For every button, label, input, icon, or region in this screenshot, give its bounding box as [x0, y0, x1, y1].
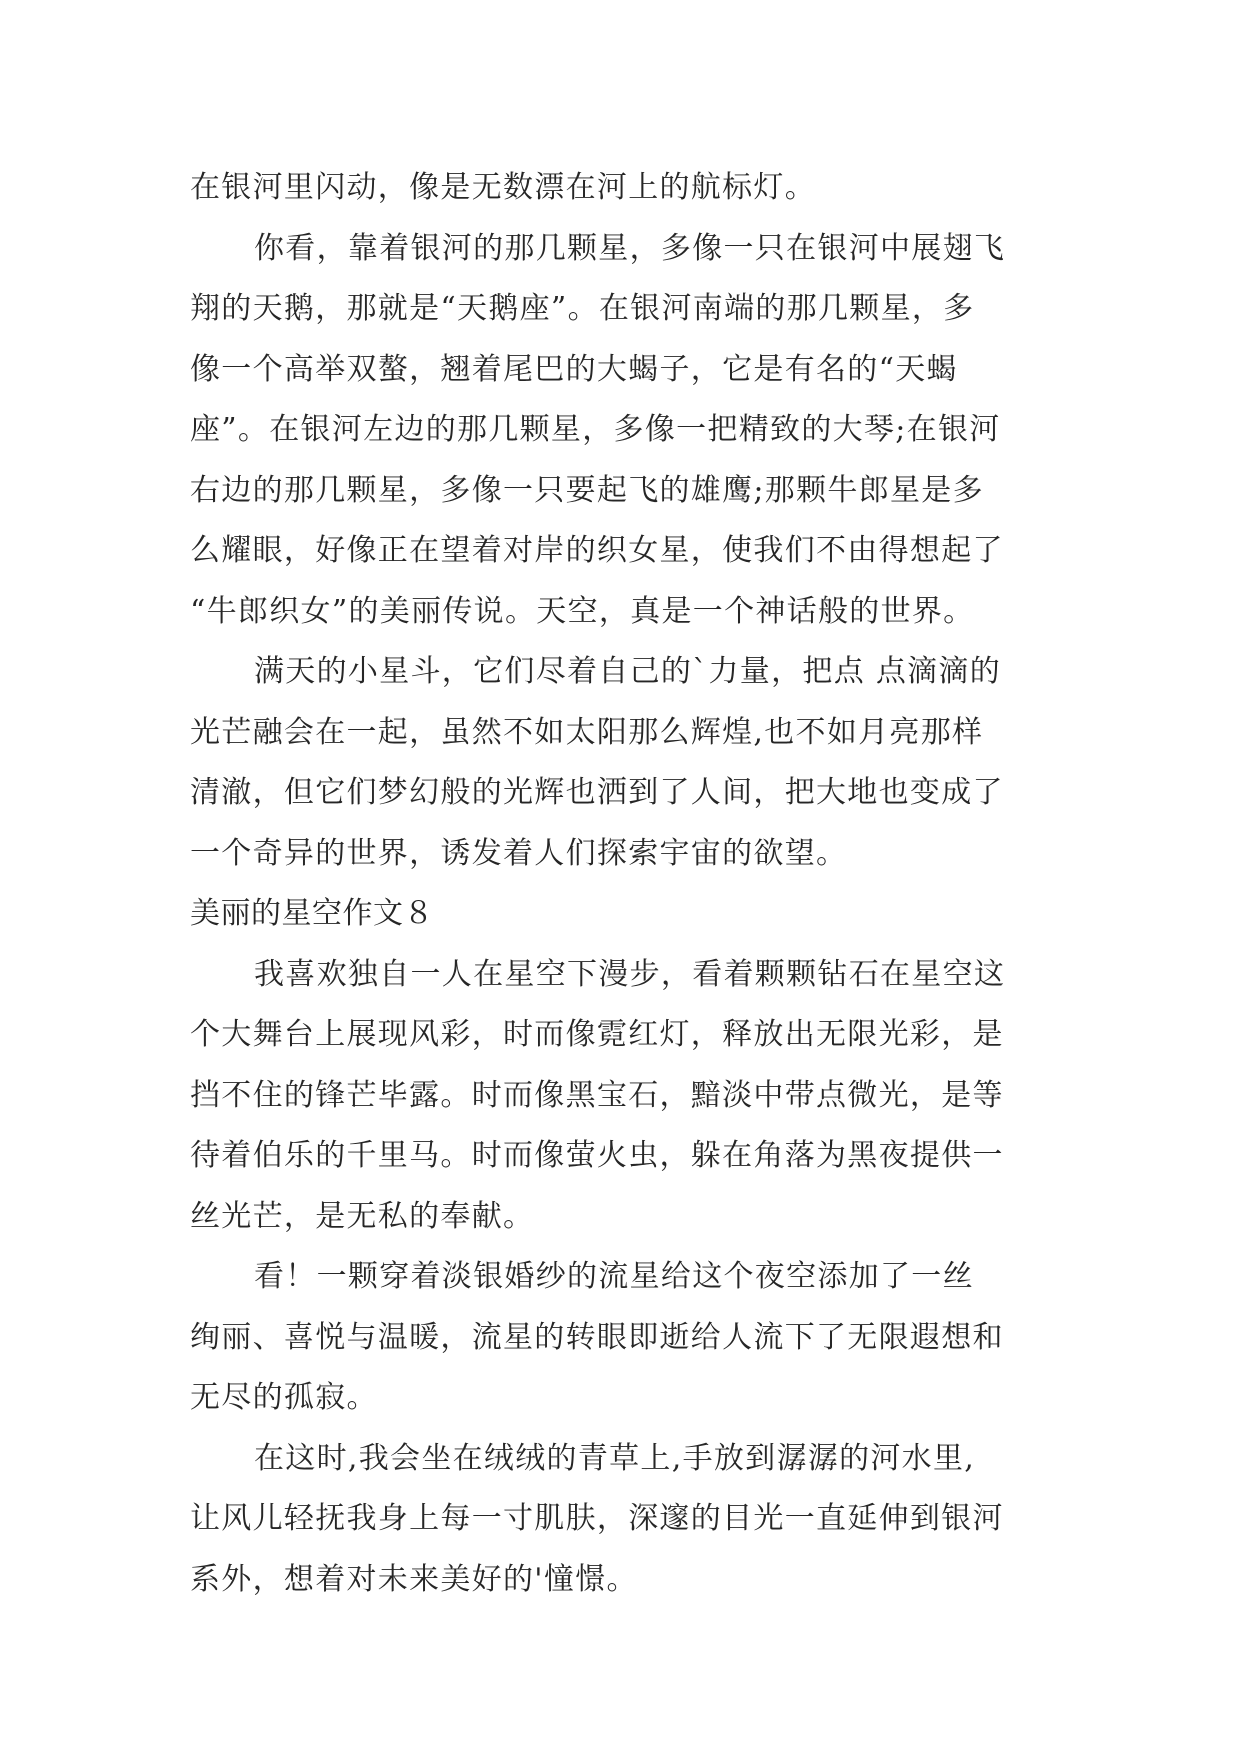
paragraph-start-line: 我喜欢独自一人在星空下漫步，看着颗颗钻石在星空这 — [254, 956, 1006, 992]
document-body — [190, 158, 1060, 1610]
text-line: 右边的那几颗星，多像一只要起飞的雄鹰;那颗牛郎星是多 — [190, 472, 984, 508]
text-line: “牛郎织女”的美丽传说。天空，真是一个神话般的世界。 — [190, 593, 975, 629]
text-line: 么耀眼，好像正在望着对岸的织女星，使我们不由得想起了 — [190, 533, 1004, 568]
text-line: 在银河里闪动，像是无数漂在河上的航标灯。 — [190, 170, 816, 205]
text-line: 无尽的孤寂。 — [190, 1380, 378, 1415]
text-line: 翔的天鹅，那就是“天鹅座”。在银河南端的那几颗星，多 — [190, 291, 975, 326]
text-line: 光芒融会在一起，虽然不如太阳那么辉煌,也不如月亮那样 — [190, 714, 984, 750]
paragraph-start-line: 满天的小星斗，它们尽着自己的`力量，把点 点滴滴的 — [254, 654, 1002, 689]
text-line: 丝光芒，是无私的奉献。 — [190, 1198, 535, 1234]
text-line: 像一个高举双螯，翘着尾巴的大蝎子，它是有名的“天蝎 — [190, 351, 958, 387]
paragraph-start-line: 你看，靠着银河的那几颗星，多像一只在银河中展翅飞 — [254, 230, 1006, 266]
text-line: 待着伯乐的千里马。时而像萤火虫，躲在角落为黑夜提供一 — [190, 1138, 1004, 1173]
text-line: 座”。在银河左边的那几颗星，多像一把精致的大琴;在银河 — [190, 412, 1001, 447]
text-line: 系外，想着对未来美好的'憧憬。 — [190, 1561, 638, 1597]
section-heading: 美丽的星空作文８ — [190, 896, 434, 931]
paragraph-start-line: 在这时,我会坐在绒绒的青草上,手放到潺潺的河水里, — [254, 1440, 976, 1476]
paragraph-start-line: 看！一颗穿着淡银婚纱的流星给这个夜空添加了一丝 — [254, 1259, 974, 1294]
text-line: 个大舞台上展现风彩，时而像霓红灯，释放出无限光彩，是 — [190, 1017, 1004, 1052]
text-line: 挡不住的锋芒毕露。时而像黑宝石，黯淡中带点微光，是等 — [190, 1077, 1004, 1113]
text-line: 一个奇异的世界，诱发着人们探索宇宙的欲望。 — [190, 835, 848, 871]
text-line: 绚丽、喜悦与温暖，流星的转眼即逝给人流下了无限遐想和 — [190, 1319, 1004, 1355]
text-line: 让风儿轻抚我身上每一寸肌肤，深邃的目光一直延伸到银河 — [190, 1501, 1004, 1536]
text-line: 清澈，但它们梦幻般的光辉也洒到了人间，把大地也变成了 — [190, 775, 1004, 810]
